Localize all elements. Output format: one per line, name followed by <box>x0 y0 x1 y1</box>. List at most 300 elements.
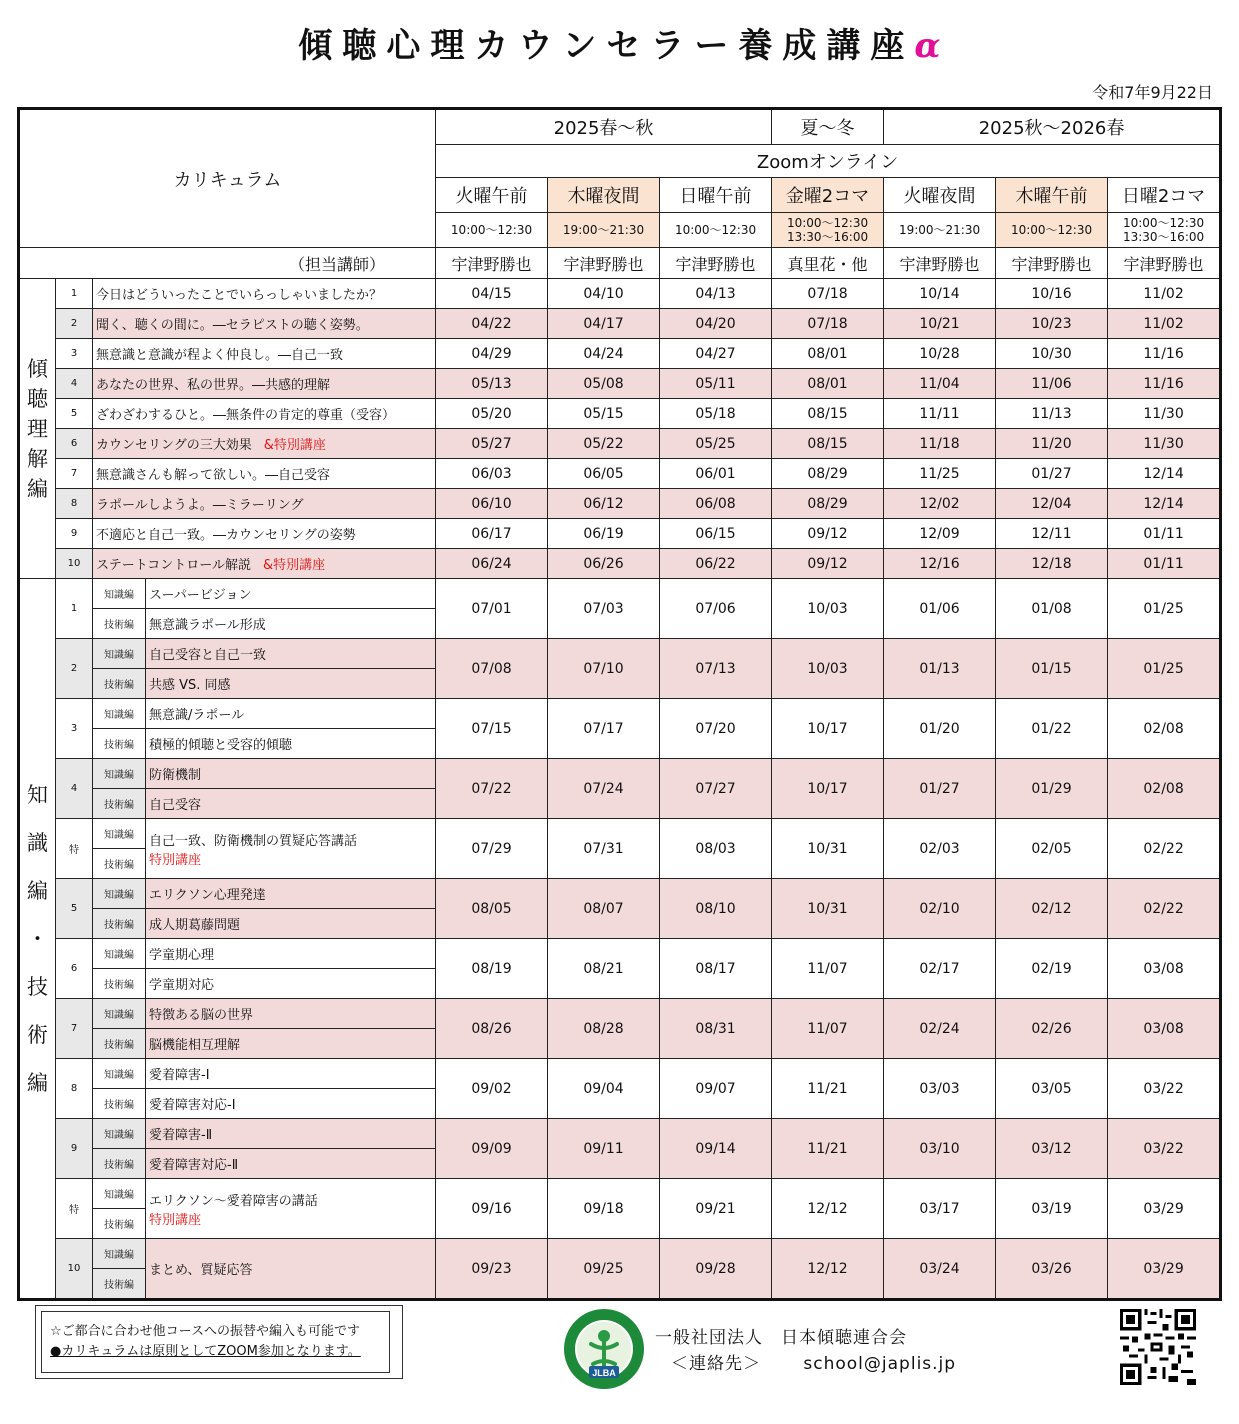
lesson-date: 03/17 <box>884 1179 996 1239</box>
section-label-char: 傾 <box>27 356 48 381</box>
section-label-char: ・ <box>27 926 48 951</box>
lesson-date: 09/11 <box>548 1119 660 1179</box>
period-header: 2025秋～2026春 <box>884 109 1221 145</box>
lesson-date: 09/18 <box>548 1179 660 1239</box>
course-header: 火曜午前 <box>436 178 548 213</box>
note-zoom: ●カリキュラムは原則としてZOOM参加となります。 <box>50 1344 361 1359</box>
skill-topic: 愛着障害対応-Ⅰ <box>146 1089 436 1119</box>
lesson-date: 04/15 <box>436 279 548 309</box>
lesson-date: 08/01 <box>772 369 884 399</box>
lesson-date: 10/14 <box>884 279 996 309</box>
lesson-date: 12/12 <box>772 1179 884 1239</box>
skill-tag: 技術編 <box>93 789 146 819</box>
lesson-number: 9 <box>56 519 93 549</box>
knowledge-tag: 知識編 <box>93 759 146 789</box>
course-header: 火曜夜間 <box>884 178 996 213</box>
section-label-listening <box>19 279 56 579</box>
contact-email[interactable]: school@japlis.jp <box>803 1354 957 1374</box>
lesson-number: 5 <box>56 879 93 939</box>
lesson-date: 06/26 <box>548 549 660 579</box>
lesson-date: 10/21 <box>884 309 996 339</box>
jlba-logo <box>563 1308 645 1390</box>
skill-topic: 脳機能相互理解 <box>146 1029 436 1059</box>
lesson-date: 03/26 <box>996 1239 1108 1300</box>
knowledge-tag: 知識編 <box>93 639 146 669</box>
lesson-title-text: ラポールしようよ。―ミラーリング <box>96 498 304 513</box>
time-slot: 10:00～12:30 <box>1010 223 1093 237</box>
lesson-date: 11/02 <box>1108 309 1221 339</box>
lesson-date: 04/13 <box>660 279 772 309</box>
lesson-date: 12/18 <box>996 549 1108 579</box>
course-time <box>772 213 884 248</box>
skill-tag: 技術編 <box>93 609 146 639</box>
skill-topic: 自己受容 <box>146 789 436 819</box>
skill-topic: 共感 VS. 同感 <box>146 669 436 699</box>
lesson-date: 09/25 <box>548 1239 660 1300</box>
time-slot: 10:00～12:30 <box>786 216 869 230</box>
section-label-char: 編 <box>27 1070 48 1095</box>
lesson-title-text: 無意識と意識が程よく仲良し。―自己一致 <box>96 348 344 363</box>
lesson-title-text: あなたの世界、私の世界。―共感的理解 <box>96 378 331 393</box>
lesson-number: 1 <box>56 279 93 309</box>
lesson-date: 06/12 <box>548 489 660 519</box>
lesson-date: 02/05 <box>996 819 1108 879</box>
lesson-date: 11/13 <box>996 399 1108 429</box>
lesson-date: 01/22 <box>996 699 1108 759</box>
lesson-date: 12/09 <box>884 519 996 549</box>
period-header: 夏～冬 <box>772 109 884 145</box>
lesson-date: 12/12 <box>772 1239 884 1300</box>
course-header: 金曜2コマ <box>772 178 884 213</box>
time-slot: 10:00～12:30 <box>674 223 757 237</box>
lesson-date: 02/24 <box>884 999 996 1059</box>
lesson-date: 10/17 <box>772 699 884 759</box>
skill-tag: 技術編 <box>93 1269 146 1300</box>
lesson-date: 09/04 <box>548 1059 660 1119</box>
lesson-date: 04/17 <box>548 309 660 339</box>
lesson-number: 2 <box>56 639 93 699</box>
lesson-date: 09/02 <box>436 1059 548 1119</box>
skill-topic: 無意識ラポール形成 <box>146 609 436 639</box>
lesson-date: 03/24 <box>884 1239 996 1300</box>
lesson-date: 05/22 <box>548 429 660 459</box>
lesson-date: 07/27 <box>660 759 772 819</box>
lesson-date: 02/17 <box>884 939 996 999</box>
section-label-char: 編 <box>27 878 48 903</box>
lesson-date: 06/05 <box>548 459 660 489</box>
knowledge-tag: 知識編 <box>93 699 146 729</box>
lesson-date: 01/15 <box>996 639 1108 699</box>
skill-tag: 技術編 <box>93 1089 146 1119</box>
skill-tag: 技術編 <box>93 1029 146 1059</box>
lesson-date: 01/11 <box>1108 519 1221 549</box>
lesson-date: 10/03 <box>772 639 884 699</box>
lesson-date: 06/15 <box>660 519 772 549</box>
course-time <box>996 213 1108 248</box>
lesson-date: 11/07 <box>772 939 884 999</box>
time-slot-2: 13:30～16:00 <box>1122 230 1205 244</box>
lesson-title <box>93 429 436 459</box>
course-header: 日曜午前 <box>660 178 772 213</box>
knowledge-topic: エリクソン心理発達 <box>146 879 436 909</box>
lesson-title <box>93 489 436 519</box>
skill-tag: 技術編 <box>93 1209 146 1239</box>
lesson-number: 4 <box>56 759 93 819</box>
organization-block <box>655 1325 956 1377</box>
time-slot: 10:00～12:30 <box>450 223 533 237</box>
course-time <box>660 213 772 248</box>
lesson-date: 03/08 <box>1108 999 1221 1059</box>
course-header: 木曜午前 <box>996 178 1108 213</box>
lesson-title <box>146 1239 436 1300</box>
lesson-date: 08/21 <box>548 939 660 999</box>
lesson-date: 05/11 <box>660 369 772 399</box>
lesson-date: 03/12 <box>996 1119 1108 1179</box>
lesson-date: 05/18 <box>660 399 772 429</box>
lesson-number: 5 <box>56 399 93 429</box>
notes-box <box>35 1305 403 1379</box>
lesson-date: 03/03 <box>884 1059 996 1119</box>
lesson-title-text: ステートコントロール解説 <box>96 558 251 573</box>
section-label-char: 技 <box>27 974 48 999</box>
lesson-date: 11/16 <box>1108 369 1221 399</box>
lesson-date: 10/03 <box>772 579 884 639</box>
lesson-date: 07/06 <box>660 579 772 639</box>
lesson-date: 03/19 <box>996 1179 1108 1239</box>
lesson-date: 10/16 <box>996 279 1108 309</box>
lesson-date: 09/12 <box>772 519 884 549</box>
lesson-date: 06/10 <box>436 489 548 519</box>
lesson-date: 04/22 <box>436 309 548 339</box>
lesson-date: 12/14 <box>1108 459 1221 489</box>
lesson-title <box>93 369 436 399</box>
knowledge-topic: 学童期心理 <box>146 939 436 969</box>
knowledge-tag: 知識編 <box>93 939 146 969</box>
lesson-date: 01/25 <box>1108 639 1221 699</box>
lesson-date: 11/11 <box>884 399 996 429</box>
knowledge-tag: 知識編 <box>93 819 146 849</box>
lesson-date: 12/11 <box>996 519 1108 549</box>
lesson-number: 9 <box>56 1119 93 1179</box>
lesson-date: 03/22 <box>1108 1119 1221 1179</box>
lesson-title <box>93 399 436 429</box>
page-title: 傾聴心理カウンセラー養成講座α <box>298 26 941 66</box>
online-header: Zoomオンライン <box>436 145 1221 178</box>
lesson-date: 11/02 <box>1108 279 1221 309</box>
lesson-number: 10 <box>56 1239 93 1300</box>
curriculum-table <box>17 107 1222 1301</box>
skill-topic: 成人期葛藤問題 <box>146 909 436 939</box>
lesson-date: 09/28 <box>660 1239 772 1300</box>
lesson-date: 09/21 <box>660 1179 772 1239</box>
skill-tag: 技術編 <box>93 969 146 999</box>
lesson-date: 02/08 <box>1108 699 1221 759</box>
lesson-date: 01/27 <box>884 759 996 819</box>
lesson-date: 07/01 <box>436 579 548 639</box>
lesson-number: 特 <box>56 819 93 879</box>
lesson-date: 11/30 <box>1108 429 1221 459</box>
lesson-title-text: エリクソン～愛着障害の講話 <box>149 1193 318 1209</box>
lesson-date: 08/15 <box>772 429 884 459</box>
lesson-date: 11/30 <box>1108 399 1221 429</box>
lesson-date: 08/29 <box>772 459 884 489</box>
section-label-char: 聴 <box>27 386 48 411</box>
lesson-date: 06/08 <box>660 489 772 519</box>
lesson-date: 05/13 <box>436 369 548 399</box>
lesson-date: 01/27 <box>996 459 1108 489</box>
lesson-title-text: カウンセリングの三大効果 <box>96 438 252 453</box>
lesson-date: 11/06 <box>996 369 1108 399</box>
lesson-date: 11/21 <box>772 1059 884 1119</box>
lesson-title <box>93 339 436 369</box>
time-slot: 10:00～12:30 <box>1122 216 1205 230</box>
lesson-date: 01/13 <box>884 639 996 699</box>
course-time <box>436 213 548 248</box>
lesson-title-text: 自己一致、防衛機制の質疑応答講話 <box>149 833 358 849</box>
course-header: 日曜2コマ <box>1108 178 1221 213</box>
skill-tag: 技術編 <box>93 909 146 939</box>
contact-label: ＜連絡先＞ <box>671 1354 761 1374</box>
lesson-date: 08/03 <box>660 819 772 879</box>
lesson-title <box>146 819 436 879</box>
lesson-date: 03/22 <box>1108 1059 1221 1119</box>
lesson-date: 07/31 <box>548 819 660 879</box>
lesson-date: 01/06 <box>884 579 996 639</box>
lesson-date: 10/28 <box>884 339 996 369</box>
lesson-date: 11/07 <box>772 999 884 1059</box>
lesson-date: 03/10 <box>884 1119 996 1179</box>
knowledge-tag: 知識編 <box>93 1059 146 1089</box>
special-lecture-label: 特別講座 <box>149 1212 202 1228</box>
lesson-title-text: 今日はどういったことでいらっしゃいましたか？ <box>96 288 383 303</box>
lesson-number: 1 <box>56 579 93 639</box>
section-label-knowledge-skill <box>19 579 56 1300</box>
lesson-date: 11/04 <box>884 369 996 399</box>
section-label-char: 識 <box>27 830 48 855</box>
lesson-date: 01/25 <box>1108 579 1221 639</box>
lesson-number: 3 <box>56 699 93 759</box>
lesson-date: 10/30 <box>996 339 1108 369</box>
period-header: 2025春～秋 <box>436 109 772 145</box>
lesson-date: 07/15 <box>436 699 548 759</box>
lesson-number: 8 <box>56 1059 93 1119</box>
lesson-date: 02/12 <box>996 879 1108 939</box>
title-alpha: α <box>914 26 941 66</box>
lesson-date: 09/16 <box>436 1179 548 1239</box>
lesson-date: 07/17 <box>548 699 660 759</box>
lesson-title-text: 無意識さんも解って欲しい。―自己受容 <box>96 468 331 483</box>
lesson-date: 10/23 <box>996 309 1108 339</box>
lesson-title-text: ざわざわするひと。―無条件の肯定的尊重（受容） <box>96 408 396 423</box>
logo-text: JLBA <box>592 1368 616 1378</box>
lesson-date: 02/22 <box>1108 819 1221 879</box>
lesson-date: 04/24 <box>548 339 660 369</box>
lesson-date: 11/16 <box>1108 339 1221 369</box>
lesson-date: 09/09 <box>436 1119 548 1179</box>
lesson-date: 02/26 <box>996 999 1108 1059</box>
lesson-date: 08/19 <box>436 939 548 999</box>
lesson-date: 05/15 <box>548 399 660 429</box>
lesson-date: 11/20 <box>996 429 1108 459</box>
lesson-date: 07/24 <box>548 759 660 819</box>
lesson-date: 02/08 <box>1108 759 1221 819</box>
time-slot-2: 13:30～16:00 <box>786 230 869 244</box>
lesson-title-text: 不適応と自己一致。―カウンセリングの姿勢 <box>96 528 356 543</box>
lesson-title <box>93 549 436 579</box>
section-label-char: 解 <box>27 446 48 471</box>
lesson-date: 09/14 <box>660 1119 772 1179</box>
special-lecture-label: &特別講座 <box>262 558 326 573</box>
teacher-name: 宇津野勝也 <box>548 248 660 279</box>
knowledge-topic: 愛着障害-Ⅱ <box>146 1119 436 1149</box>
lesson-date: 02/22 <box>1108 879 1221 939</box>
lesson-date: 07/08 <box>436 639 548 699</box>
lesson-date: 08/15 <box>772 399 884 429</box>
skill-topic: 積極的傾聴と受容的傾聴 <box>146 729 436 759</box>
teacher-name: 宇津野勝也 <box>660 248 772 279</box>
lesson-title <box>146 1179 436 1239</box>
lesson-date: 03/29 <box>1108 1179 1221 1239</box>
knowledge-topic: 特徴ある脳の世界 <box>146 999 436 1029</box>
lesson-date: 06/19 <box>548 519 660 549</box>
curriculum-header: カリキュラム <box>19 109 436 248</box>
lesson-date: 06/03 <box>436 459 548 489</box>
lesson-date: 02/10 <box>884 879 996 939</box>
lesson-date: 07/18 <box>772 309 884 339</box>
lesson-date: 08/28 <box>548 999 660 1059</box>
lesson-number: 8 <box>56 489 93 519</box>
course-time <box>884 213 996 248</box>
knowledge-tag: 知識編 <box>93 1239 146 1269</box>
lesson-date: 03/29 <box>1108 1239 1221 1300</box>
lesson-number: 10 <box>56 549 93 579</box>
lesson-date: 07/29 <box>436 819 548 879</box>
knowledge-tag: 知識編 <box>93 999 146 1029</box>
lesson-date: 08/31 <box>660 999 772 1059</box>
skill-tag: 技術編 <box>93 849 146 879</box>
lesson-date: 11/18 <box>884 429 996 459</box>
lesson-date: 08/07 <box>548 879 660 939</box>
teacher-label: （担当講師） <box>19 248 436 279</box>
qr-code-icon[interactable] <box>1120 1309 1196 1385</box>
lesson-date: 03/08 <box>1108 939 1221 999</box>
knowledge-topic: スーパービジョン <box>146 579 436 609</box>
lesson-number: 7 <box>56 459 93 489</box>
knowledge-tag: 知識編 <box>93 879 146 909</box>
lesson-date: 06/01 <box>660 459 772 489</box>
lesson-date: 07/13 <box>660 639 772 699</box>
lesson-date: 12/16 <box>884 549 996 579</box>
skill-tag: 技術編 <box>93 729 146 759</box>
time-slot: 19:00～21:30 <box>562 223 645 237</box>
lesson-number: 7 <box>56 999 93 1059</box>
lesson-date: 02/19 <box>996 939 1108 999</box>
organization-name: 一般社団法人 日本傾聴連合会 <box>655 1328 907 1348</box>
lesson-date: 04/10 <box>548 279 660 309</box>
lesson-date: 10/31 <box>772 819 884 879</box>
knowledge-topic: 無意識/ラポール <box>146 699 436 729</box>
note-transfer: ☆ご都合に合わせ他コースへの振替や編入も可能です <box>50 1324 361 1339</box>
lesson-date: 08/10 <box>660 879 772 939</box>
teacher-name: 宇津野勝也 <box>1108 248 1221 279</box>
lesson-date: 09/12 <box>772 549 884 579</box>
lesson-number: 6 <box>56 429 93 459</box>
lesson-date: 03/05 <box>996 1059 1108 1119</box>
teacher-name: 真里花・他 <box>772 248 884 279</box>
lesson-title <box>93 519 436 549</box>
knowledge-topic: 自己受容と自己一致 <box>146 639 436 669</box>
lesson-date: 10/17 <box>772 759 884 819</box>
lesson-date: 09/23 <box>436 1239 548 1300</box>
lesson-date: 07/20 <box>660 699 772 759</box>
lesson-date: 11/25 <box>884 459 996 489</box>
lesson-number: 4 <box>56 369 93 399</box>
lesson-date: 07/18 <box>772 279 884 309</box>
lesson-date: 04/29 <box>436 339 548 369</box>
lesson-date: 04/20 <box>660 309 772 339</box>
teacher-name: 宇津野勝也 <box>884 248 996 279</box>
section-label-char: 術 <box>27 1022 48 1047</box>
lesson-date: 07/22 <box>436 759 548 819</box>
lesson-date: 02/03 <box>884 819 996 879</box>
knowledge-topic: 防衛機制 <box>146 759 436 789</box>
lesson-date: 01/29 <box>996 759 1108 819</box>
lesson-number: 特 <box>56 1179 93 1239</box>
lesson-date: 04/27 <box>660 339 772 369</box>
lesson-date: 06/24 <box>436 549 548 579</box>
lesson-date: 05/27 <box>436 429 548 459</box>
knowledge-tag: 知識編 <box>93 1119 146 1149</box>
skill-tag: 技術編 <box>93 1149 146 1179</box>
lesson-date: 08/01 <box>772 339 884 369</box>
lesson-date: 01/11 <box>1108 549 1221 579</box>
lesson-date: 08/17 <box>660 939 772 999</box>
teacher-name: 宇津野勝也 <box>996 248 1108 279</box>
lesson-date: 11/21 <box>772 1119 884 1179</box>
teacher-name: 宇津野勝也 <box>436 248 548 279</box>
lesson-number: 2 <box>56 309 93 339</box>
knowledge-tag: 知識編 <box>93 579 146 609</box>
issue-date: 令和7年9月22日 <box>1092 83 1213 102</box>
lesson-date: 06/22 <box>660 549 772 579</box>
lesson-date: 05/08 <box>548 369 660 399</box>
special-lecture-label: 特別講座 <box>149 852 202 868</box>
section-label-char: 知 <box>27 782 48 807</box>
skill-tag: 技術編 <box>93 669 146 699</box>
lesson-date: 07/10 <box>548 639 660 699</box>
lesson-date: 09/07 <box>660 1059 772 1119</box>
time-slot: 19:00～21:30 <box>898 223 981 237</box>
lesson-date: 06/17 <box>436 519 548 549</box>
section-label-char: 編 <box>27 476 48 501</box>
lesson-title <box>93 279 436 309</box>
section-label-char: 理 <box>27 416 48 441</box>
course-time <box>1108 213 1221 248</box>
knowledge-tag: 知識編 <box>93 1179 146 1209</box>
lesson-date: 12/14 <box>1108 489 1221 519</box>
skill-topic: 学童期対応 <box>146 969 436 999</box>
lesson-number: 3 <box>56 339 93 369</box>
lesson-date: 01/08 <box>996 579 1108 639</box>
lesson-title <box>93 309 436 339</box>
special-lecture-label: &特別講座 <box>263 438 326 453</box>
skill-topic: 愛着障害対応-Ⅱ <box>146 1149 436 1179</box>
lesson-date: 08/26 <box>436 999 548 1059</box>
lesson-title-text: 聞く、聴くの間に。―セラピストの聴く姿勢。 <box>96 318 369 333</box>
knowledge-topic: 愛着障害-Ⅰ <box>146 1059 436 1089</box>
course-header: 木曜夜間 <box>548 178 660 213</box>
course-time <box>548 213 660 248</box>
